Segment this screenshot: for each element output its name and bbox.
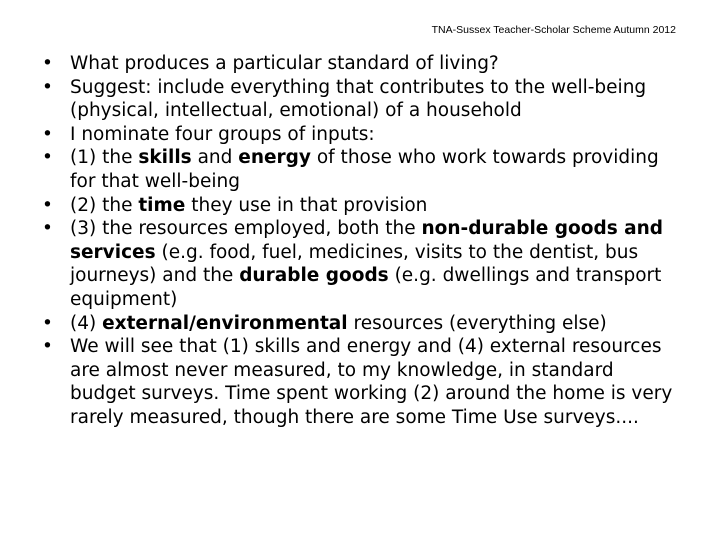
text-run: (2) the xyxy=(70,194,139,216)
bold-text: skills xyxy=(138,147,192,169)
text-run: of those who work towards providing for that well-being xyxy=(70,147,659,192)
bold-text: time xyxy=(138,194,186,216)
text-run: What produces a particular standard of living? xyxy=(70,53,499,74)
bullet-item xyxy=(42,146,682,193)
text-run: (1) the xyxy=(70,147,139,169)
bold-text: external/environmental xyxy=(102,312,348,334)
text-run: and xyxy=(191,147,239,169)
text-run: they use in that provision xyxy=(185,194,428,216)
text-run: (e.g. dwellings and transport equipment) xyxy=(70,265,662,310)
bullet-list xyxy=(42,52,682,430)
bullet-item xyxy=(42,76,682,123)
bullet-item xyxy=(42,52,682,76)
bullet-item xyxy=(42,194,682,218)
text-run: Suggest: include everything that contributes to the well-being (physical, intellectual, emotional) of a household xyxy=(70,76,647,122)
bullet-item xyxy=(42,335,682,429)
bold-text: energy xyxy=(238,147,311,169)
text-run: (e.g. food, fuel, medicines, visits to the dentist, bus journeys) and the xyxy=(70,241,639,287)
bullet-item xyxy=(42,217,682,311)
bullet-item xyxy=(42,312,682,336)
bold-text: non-durable goods and services xyxy=(70,218,664,263)
text-run: (4) xyxy=(70,312,103,334)
text-run: I nominate four groups of inputs: xyxy=(70,123,375,145)
text-run: We will see that (1) skills and energy and (4) external resources are almost never measured, to my knowledge, in standard budget surveys. Time spent working (2) around the home is very rarely measured, though there are some Time Use surveys.... xyxy=(70,336,673,428)
text-run: resources (everything else) xyxy=(347,312,607,334)
bold-text: durable goods xyxy=(239,265,389,287)
bullet-item xyxy=(42,123,682,147)
text-run: (3) the resources employed, both the xyxy=(70,218,422,240)
header-text: TNA-Sussex Teacher-Scholar Scheme Autumn 2012 xyxy=(431,24,676,36)
